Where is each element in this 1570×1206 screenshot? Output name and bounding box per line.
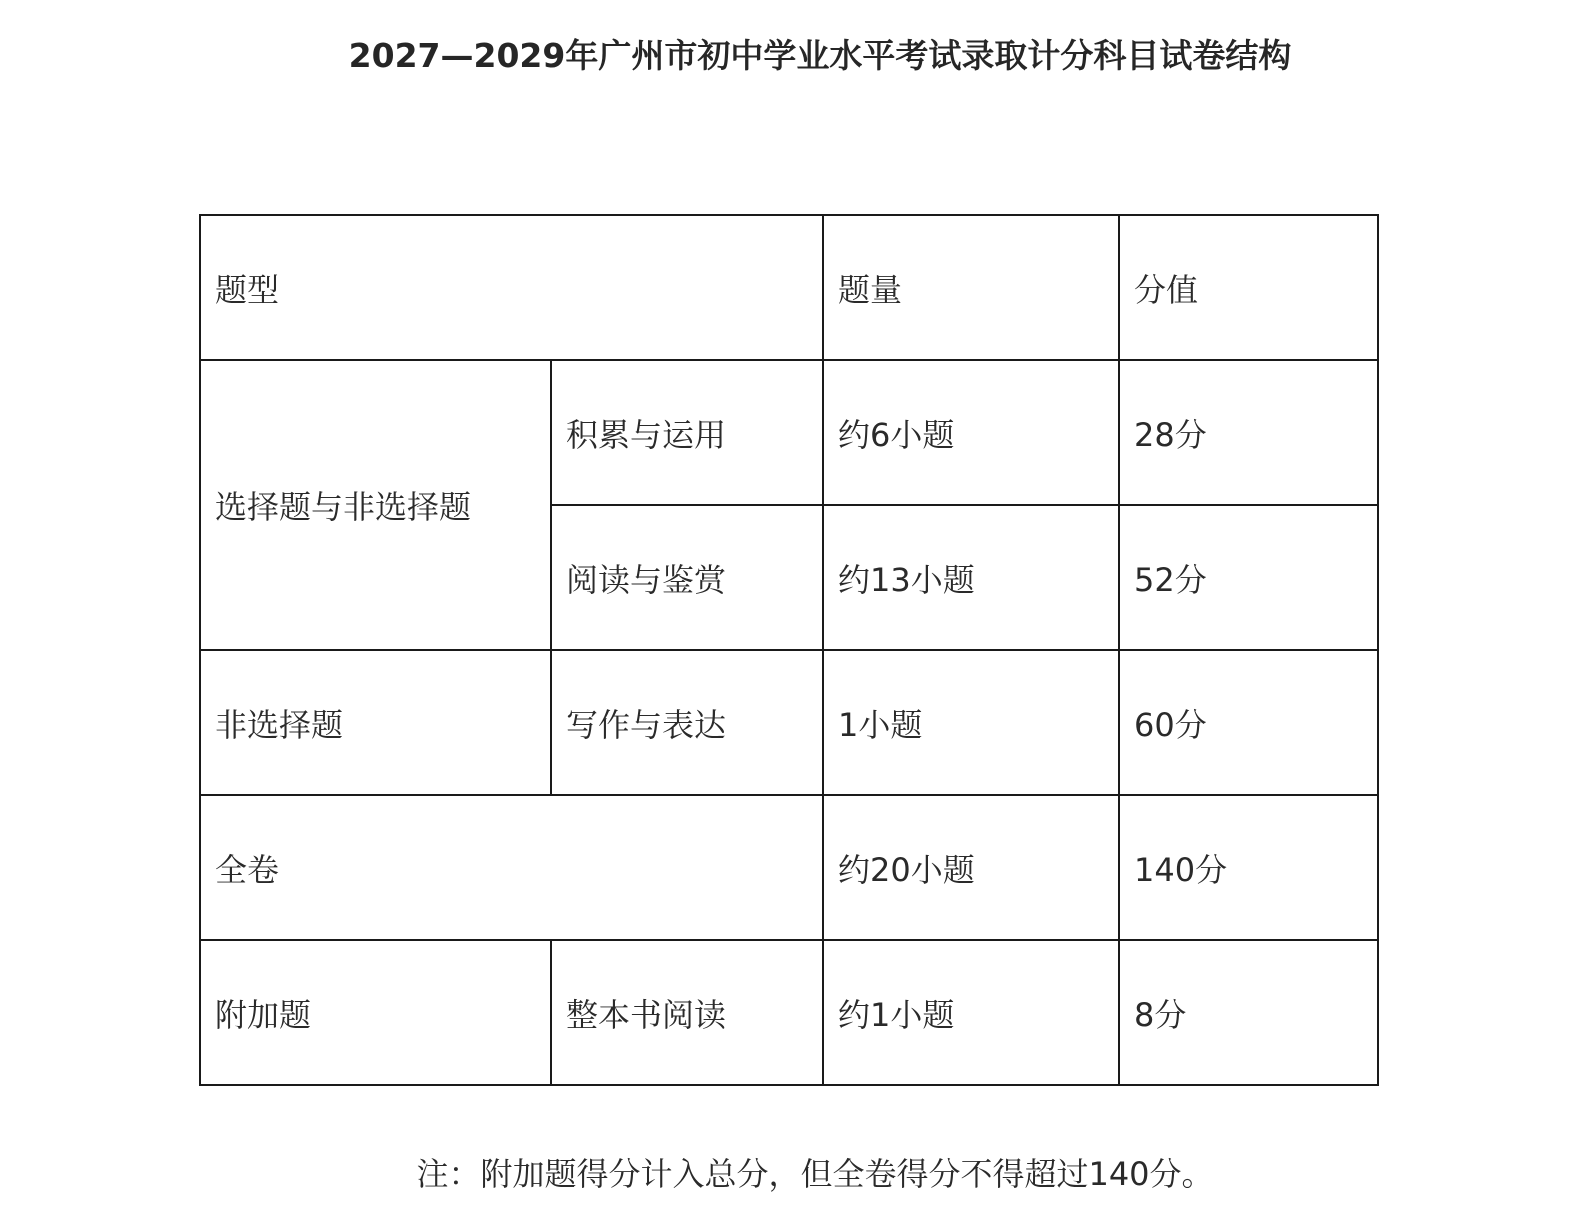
row-score-cell: 52分 (1119, 505, 1378, 650)
row-count-cell: 约20小题 (823, 795, 1119, 940)
page-title: 2027—2029年广州市初中学业水平考试录取计分科目试卷结构 (348, 36, 1292, 75)
footnote: 注：附加题得分计入总分，但全卷得分不得超过140分。 (416, 1155, 1214, 1193)
row-score-cell: 140分 (1119, 795, 1378, 940)
header-count-cell: 题量 (823, 215, 1119, 360)
table-row (200, 940, 1378, 1085)
exam-structure-table (199, 214, 1379, 1086)
row-group-cell: 非选择题 (200, 650, 551, 795)
row-score-cell: 28分 (1119, 360, 1378, 505)
row-sub-cell: 整本书阅读 (551, 940, 823, 1085)
row-count-cell: 约1小题 (823, 940, 1119, 1085)
row-group-cell: 选择题与非选择题 (200, 360, 551, 650)
header-type-cell: 题型 (200, 215, 823, 360)
row-count-cell: 约6小题 (823, 360, 1119, 505)
table-row (200, 360, 1378, 505)
header-score-cell: 分值 (1119, 215, 1378, 360)
row-group-cell: 全卷 (200, 795, 823, 940)
row-score-cell: 8分 (1119, 940, 1378, 1085)
row-group-cell: 附加题 (200, 940, 551, 1085)
row-sub-cell: 写作与表达 (551, 650, 823, 795)
table-row (200, 650, 1378, 795)
table-header-row (200, 215, 1378, 360)
row-count-cell: 约13小题 (823, 505, 1119, 650)
row-count-cell: 1小题 (823, 650, 1119, 795)
row-sub-cell: 阅读与鉴赏 (551, 505, 823, 650)
row-sub-cell: 积累与运用 (551, 360, 823, 505)
table-row (200, 795, 1378, 940)
row-score-cell: 60分 (1119, 650, 1378, 795)
